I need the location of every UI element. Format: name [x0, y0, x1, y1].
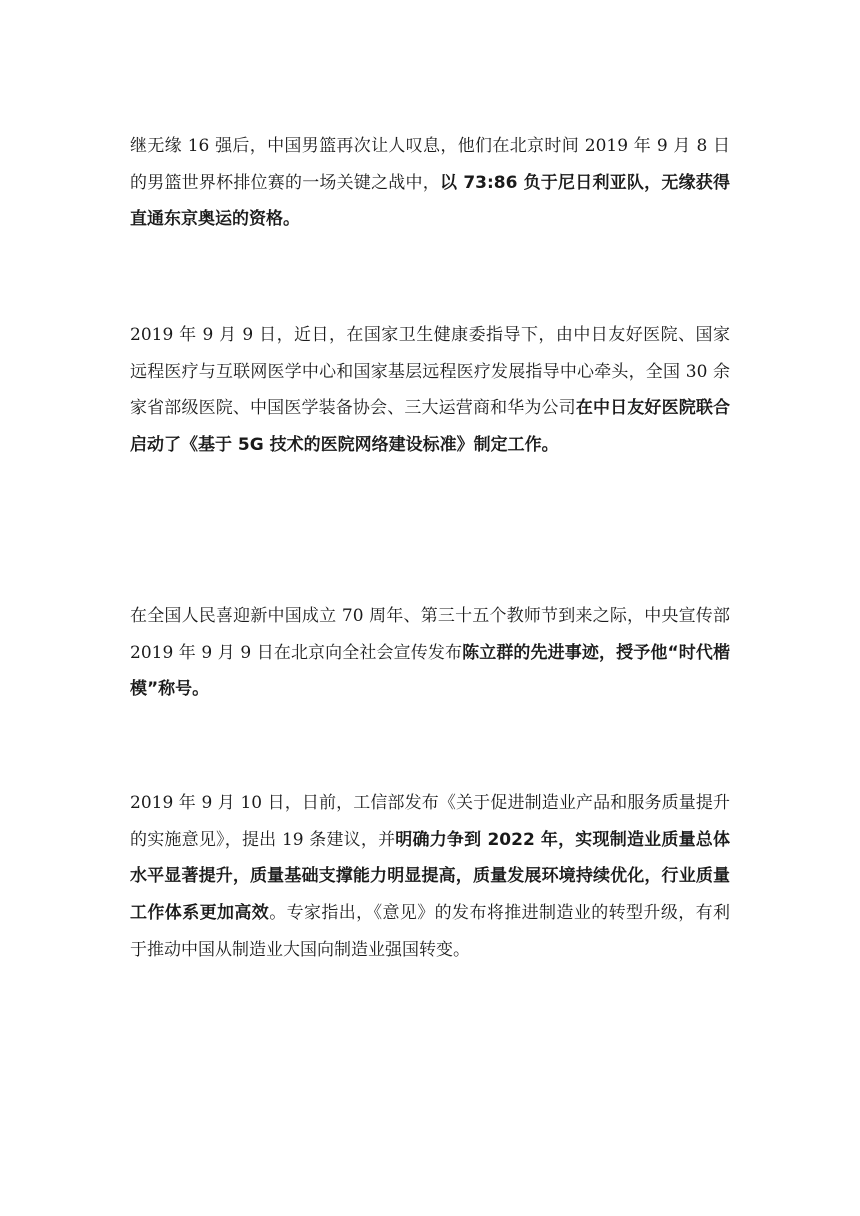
paragraph-text: 2019 年 9 月 10 日，日前，工信部发布《关于促进制造业产品和服务质量提升的实施意见》，提出 19 条建议，并	[130, 793, 730, 850]
news-paragraph-5g-hospital	[130, 317, 730, 464]
news-paragraph-manufacturing-quality	[130, 785, 730, 969]
news-paragraph-model-of-the-times	[130, 598, 730, 708]
paragraph-highlight: 在中日友好医院联合启动了《基于 5G 技术的医院网络建设标准》制定工作。	[130, 398, 731, 456]
paragraph-highlight: 以 73:86 负于尼日利亚队，无缘获得直通东京奥运的资格。	[130, 172, 731, 230]
paragraph-text: 2019 年 9 月 9 日，近日，在国家卫生健康委指导下，由中日友好医院、国家远程医疗与互联网医学中心和国家基层远程医疗发展指导中心牵头，全国 30 余家省部级医院、中国医学装备协会、三大运营商和华为公司	[130, 325, 730, 419]
paragraph-text: 继无缘 16 强后，中国男篮再次让人叹息，他们在北京时间 2019 年 9 月 8 日的男篮世界杯排位赛的一场关键之战中，	[130, 136, 730, 193]
paragraph-highlight: 明确力争到 2022 年，实现制造业质量总体水平显著提升，质量基础支撑能力明显提高，质量发展环境持续优化，行业质量工作体系更加高效	[130, 829, 730, 924]
news-paragraph-basketball	[130, 128, 730, 238]
paragraph-text: 。专家指出，《意见》的发布将推进制造业的转型升级，有利于推动中国从制造业大国向制造业强国转变。	[130, 903, 731, 960]
paragraph-highlight: 陈立群的先进事迹，授予他“时代楷模”称号。	[130, 642, 730, 700]
paragraph-text: 在全国人民喜迎新中国成立 70 周年、第三十五个教师节到来之际，中央宣传部 2019 年 9 月 9 日在北京向全社会宣传发布	[130, 606, 730, 663]
